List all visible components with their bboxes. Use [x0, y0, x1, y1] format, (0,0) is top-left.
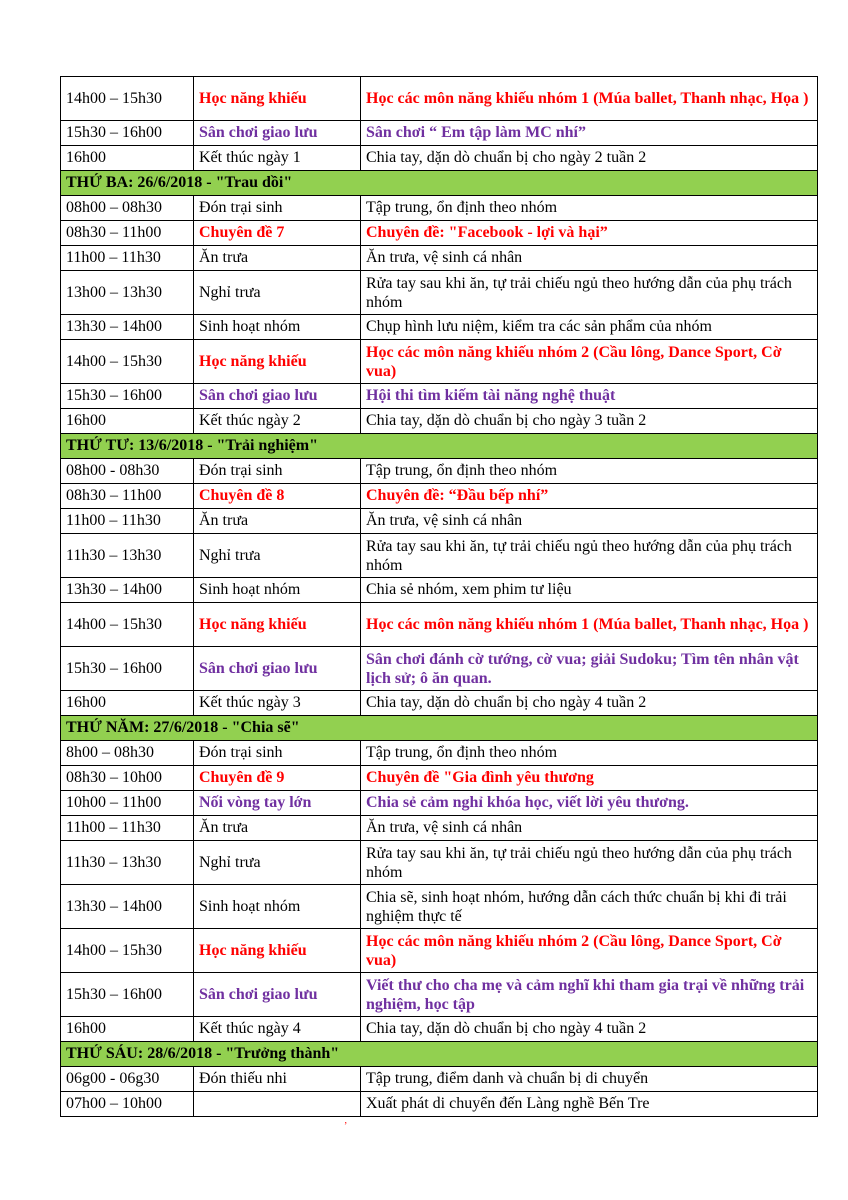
time-cell: 11h00 – 11h30 — [61, 816, 194, 841]
day-title: THỨ NĂM: 27/6/2018 - "Chia sẽ" — [61, 716, 818, 741]
detail-cell: Chia sẽ, sinh hoạt nhóm, hướng dẫn cách thức chuẩn bị khi đi trải nghiệm thực tế — [361, 885, 818, 929]
detail-cell: Sân chơi đánh cờ tướng, cờ vua; giải Sudoku; Tìm tên nhân vật lịch sử; ô ăn quan. — [361, 647, 818, 691]
time-cell: 13h30 – 14h00 — [61, 885, 194, 929]
detail-cell: Xuất phát di chuyển đến Làng nghề Bến Tre — [361, 1092, 818, 1117]
time-cell: 16h00 — [61, 409, 194, 434]
activity-cell: Chuyên đề 7 — [194, 221, 361, 246]
day-title: THỨ TƯ: 13/6/2018 - "Trải nghiệm" — [61, 434, 818, 459]
activity-cell: Sân chơi giao lưu — [194, 384, 361, 409]
detail-cell: Chụp hình lưu niệm, kiểm tra các sản phẩm của nhóm — [361, 315, 818, 340]
schedule-row — [61, 741, 818, 766]
detail-cell: Chia tay, dặn dò chuẩn bị cho ngày 3 tuần 2 — [361, 409, 818, 434]
activity-cell: Kết thúc ngày 2 — [194, 409, 361, 434]
schedule-row — [61, 77, 818, 121]
time-cell: 10h00 – 11h00 — [61, 791, 194, 816]
activity-cell: Kết thúc ngày 3 — [194, 691, 361, 716]
schedule-row — [61, 929, 818, 973]
detail-cell: Ăn trưa, vệ sinh cá nhân — [361, 509, 818, 534]
schedule-row — [61, 973, 818, 1017]
detail-cell: Chuyên đề: "Facebook - lợi và hại” — [361, 221, 818, 246]
activity-cell: Nối vòng tay lớn — [194, 791, 361, 816]
day-title: THỨ SÁU: 28/6/2018 - "Trưởng thành" — [61, 1042, 818, 1067]
schedule-row — [61, 766, 818, 791]
time-cell: 15h30 – 16h00 — [61, 384, 194, 409]
activity-cell: Học năng khiếu — [194, 929, 361, 973]
schedule-row — [61, 271, 818, 315]
stray-mark: ʼ — [344, 1121, 348, 1132]
activity-cell: Chuyên đề 9 — [194, 766, 361, 791]
time-cell: 16h00 — [61, 691, 194, 716]
schedule-row — [61, 1017, 818, 1042]
activity-cell: Sân chơi giao lưu — [194, 973, 361, 1017]
day-header-row — [61, 1042, 818, 1067]
schedule-row — [61, 146, 818, 171]
detail-cell: Rửa tay sau khi ăn, tự trải chiếu ngủ theo hướng dẫn của phụ trách nhóm — [361, 534, 818, 578]
time-cell: 13h00 – 13h30 — [61, 271, 194, 315]
activity-cell: Đón thiếu nhi — [194, 1067, 361, 1092]
detail-cell: Chia sẻ cảm nghỉ khóa học, viết lời yêu thương. — [361, 791, 818, 816]
day-header-row — [61, 171, 818, 196]
detail-cell: Tập trung, ổn định theo nhóm — [361, 741, 818, 766]
activity-cell: Sinh hoạt nhóm — [194, 885, 361, 929]
activity-cell: Nghỉ trưa — [194, 271, 361, 315]
time-cell: 08h30 – 11h00 — [61, 484, 194, 509]
time-cell: 14h00 – 15h30 — [61, 603, 194, 647]
activity-cell: Chuyên đề 8 — [194, 484, 361, 509]
time-cell: 08h00 – 08h30 — [61, 196, 194, 221]
schedule-row — [61, 885, 818, 929]
activity-cell: Ăn trưa — [194, 816, 361, 841]
activity-cell: Học năng khiếu — [194, 77, 361, 121]
schedule-row — [61, 841, 818, 885]
schedule-row — [61, 196, 818, 221]
activity-cell: Kết thúc ngày 4 — [194, 1017, 361, 1042]
activity-cell: Đón trại sinh — [194, 459, 361, 484]
schedule-row — [61, 340, 818, 384]
detail-cell: Học các môn năng khiếu nhóm 2 (Cầu lông, Dance Sport, Cờ vua) — [361, 929, 818, 973]
schedule-row — [61, 816, 818, 841]
detail-cell: Chia tay, dặn dò chuẩn bị cho ngày 4 tuần 2 — [361, 691, 818, 716]
activity-cell: Học năng khiếu — [194, 603, 361, 647]
schedule-row — [61, 509, 818, 534]
time-cell: 08h30 – 10h00 — [61, 766, 194, 791]
time-cell: 16h00 — [61, 1017, 194, 1042]
activity-cell — [194, 1092, 361, 1117]
activity-cell: Sân chơi giao lưu — [194, 121, 361, 146]
detail-cell: Rửa tay sau khi ăn, tự trải chiếu ngủ theo hướng dẫn của phụ trách nhóm — [361, 841, 818, 885]
time-cell: 08h00 - 08h30 — [61, 459, 194, 484]
activity-cell: Nghỉ trưa — [194, 534, 361, 578]
day-header-row — [61, 716, 818, 741]
time-cell: 13h30 – 14h00 — [61, 578, 194, 603]
detail-cell: Ăn trưa, vệ sinh cá nhân — [361, 246, 818, 271]
detail-cell: Chuyên đề: “Đầu bếp nhí” — [361, 484, 818, 509]
time-cell: 07h00 – 10h00 — [61, 1092, 194, 1117]
schedule-row — [61, 1067, 818, 1092]
detail-cell: Học các môn năng khiếu nhóm 1 (Múa ballet, Thanh nhạc, Họa ) — [361, 603, 818, 647]
detail-cell: Chia sẻ nhóm, xem phim tư liệu — [361, 578, 818, 603]
detail-cell: Hội thi tìm kiếm tài năng nghệ thuật — [361, 384, 818, 409]
time-cell: 8h00 – 08h30 — [61, 741, 194, 766]
time-cell: 06g00 - 06g30 — [61, 1067, 194, 1092]
schedule-row — [61, 459, 818, 484]
schedule-row — [61, 691, 818, 716]
detail-cell: Tập trung, điểm danh và chuẩn bị di chuyển — [361, 1067, 818, 1092]
schedule-row — [61, 1092, 818, 1117]
time-cell: 14h00 – 15h30 — [61, 77, 194, 121]
schedule-row — [61, 791, 818, 816]
activity-cell: Học năng khiếu — [194, 340, 361, 384]
time-cell: 16h00 — [61, 146, 194, 171]
detail-cell: Tập trung, ổn định theo nhóm — [361, 459, 818, 484]
schedule-row — [61, 121, 818, 146]
time-cell: 15h30 – 16h00 — [61, 647, 194, 691]
activity-cell: Đón trại sinh — [194, 741, 361, 766]
time-cell: 15h30 – 16h00 — [61, 121, 194, 146]
detail-cell: Sân chơi “ Em tập làm MC nhí” — [361, 121, 818, 146]
activity-cell: Kết thúc ngày 1 — [194, 146, 361, 171]
detail-cell: Chia tay, dặn dò chuẩn bị cho ngày 4 tuần 2 — [361, 1017, 818, 1042]
schedule-row — [61, 603, 818, 647]
detail-cell: Chia tay, dặn dò chuẩn bị cho ngày 2 tuần 2 — [361, 146, 818, 171]
detail-cell: Chuyên đề "Gia đình yêu thương — [361, 766, 818, 791]
schedule-row — [61, 484, 818, 509]
schedule-body — [61, 77, 818, 1117]
time-cell: 15h30 – 16h00 — [61, 973, 194, 1017]
schedule-row — [61, 409, 818, 434]
day-title: THỨ BA: 26/6/2018 - "Trau dồi" — [61, 171, 818, 196]
activity-cell: Ăn trưa — [194, 509, 361, 534]
time-cell: 14h00 – 15h30 — [61, 340, 194, 384]
activity-cell: Nghỉ trưa — [194, 841, 361, 885]
detail-cell: Rửa tay sau khi ăn, tự trải chiếu ngủ theo hướng dẫn của phụ trách nhóm — [361, 271, 818, 315]
schedule-row — [61, 578, 818, 603]
detail-cell: Viết thư cho cha mẹ và cảm nghĩ khi tham gia trại về những trải nghiệm, học tập — [361, 973, 818, 1017]
schedule-row — [61, 384, 818, 409]
time-cell: 08h30 – 11h00 — [61, 221, 194, 246]
time-cell: 11h00 – 11h30 — [61, 509, 194, 534]
schedule-row — [61, 647, 818, 691]
detail-cell: Học các môn năng khiếu nhóm 1 (Múa ballet, Thanh nhạc, Họa ) — [361, 77, 818, 121]
time-cell: 11h00 – 11h30 — [61, 246, 194, 271]
schedule-row — [61, 221, 818, 246]
activity-cell: Đón trại sinh — [194, 196, 361, 221]
schedule-row — [61, 246, 818, 271]
time-cell: 13h30 – 14h00 — [61, 315, 194, 340]
schedule-table — [60, 76, 818, 1117]
time-cell: 11h30 – 13h30 — [61, 534, 194, 578]
time-cell: 14h00 – 15h30 — [61, 929, 194, 973]
detail-cell: Tập trung, ổn định theo nhóm — [361, 196, 818, 221]
activity-cell: Sinh hoạt nhóm — [194, 578, 361, 603]
time-cell: 11h30 – 13h30 — [61, 841, 194, 885]
detail-cell: Ăn trưa, vệ sinh cá nhân — [361, 816, 818, 841]
activity-cell: Sân chơi giao lưu — [194, 647, 361, 691]
day-header-row — [61, 434, 818, 459]
schedule-row — [61, 315, 818, 340]
activity-cell: Ăn trưa — [194, 246, 361, 271]
schedule-row — [61, 534, 818, 578]
detail-cell: Học các môn năng khiếu nhóm 2 (Cầu lông, Dance Sport, Cờ vua) — [361, 340, 818, 384]
activity-cell: Sinh hoạt nhóm — [194, 315, 361, 340]
